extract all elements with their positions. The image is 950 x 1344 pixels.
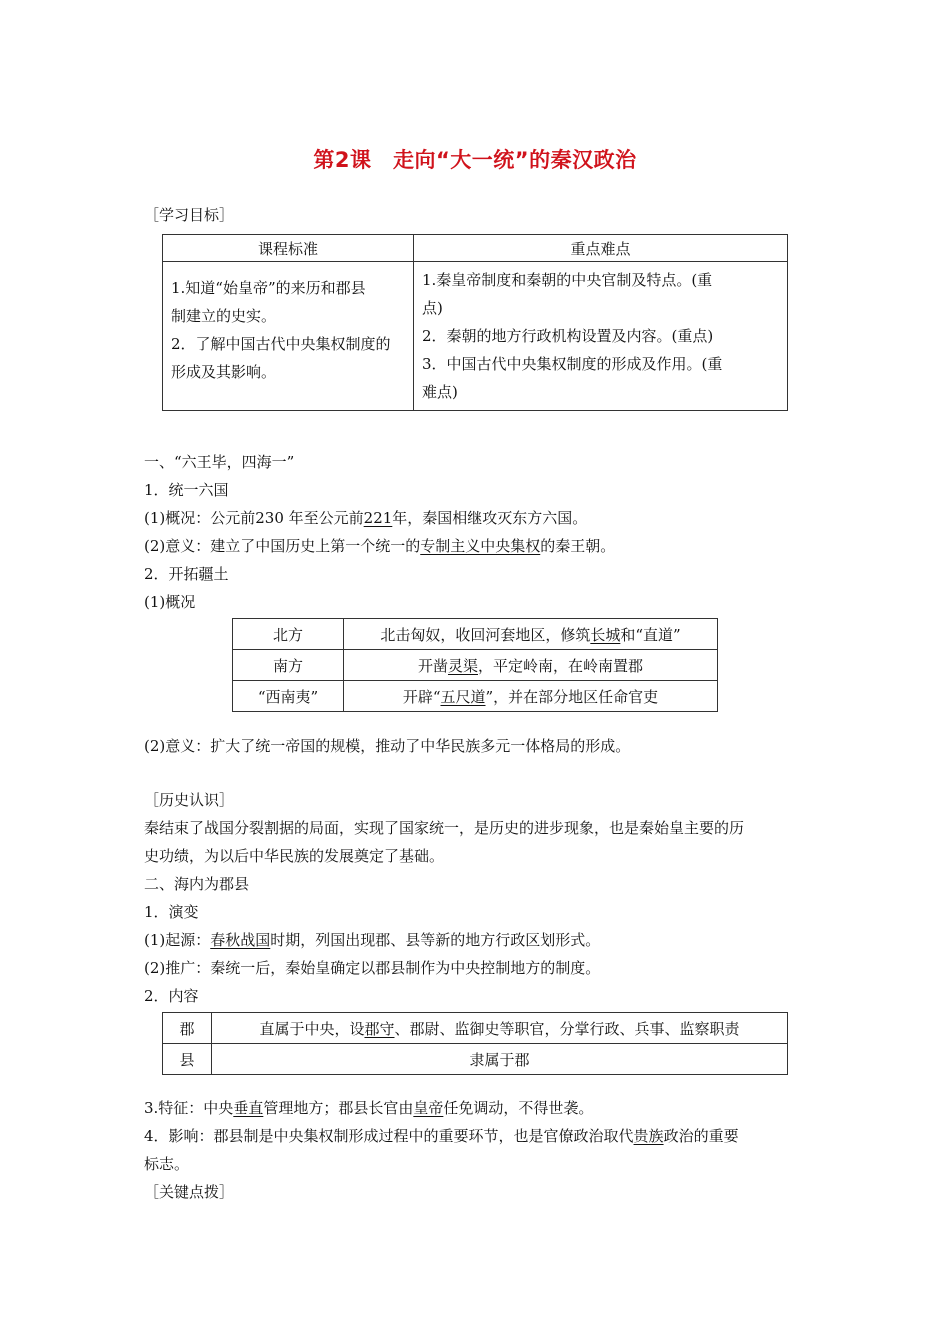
s2-p2: 2．内容	[144, 987, 199, 1005]
table-row: 南方 开凿灵渠，平定岭南，在岭南置郡	[233, 650, 718, 681]
page-title: 第2课 走向“大一统”的秦汉政治	[313, 148, 637, 172]
key-label: ［关键点拨］	[144, 1183, 235, 1201]
s1-p2b: (2)意义：扩大了统一帝国的规模，推动了中华民族多元一体格局的形成。	[144, 737, 631, 755]
s1-p1a: (1)概况：公元前230 年至公元前221年，秦国相继攻灭东方六国。	[144, 509, 588, 527]
section-1-heading: 一、“六王毕，四海一”	[144, 453, 295, 471]
s2-p4-cont: 标志。	[144, 1155, 190, 1173]
header-focus: 重点难点	[414, 235, 788, 262]
territory-table	[232, 618, 718, 712]
objectives-label: ［学习目标］	[144, 206, 235, 224]
table-row: 郡 直属于中央，设郡守、郡尉、监御史等职官，分掌行政、兵事、监察职责	[163, 1013, 788, 1044]
s1-p2: 2．开拓疆土	[144, 565, 229, 583]
s1-p1b: (2)意义：建立了中国历史上第一个统一的专制主义中央集权的秦王朝。	[144, 537, 616, 555]
objectives-table	[162, 234, 788, 411]
s2-p4: 4．影响：郡县制是中央集权制形成过程中的重要环节，也是官僚政治取代贵族政治的重要	[144, 1127, 739, 1145]
history-text-1: 秦结束了战国分裂割据的局面，实现了国家统一，是历史的进步现象，也是秦始皇主要的历	[144, 819, 745, 837]
s2-p1b: (2)推广：秦统一后，秦始皇确定以郡县制作为中央控制地方的制度。	[144, 959, 601, 977]
standards-cell: 1.知道“始皇帝”的来历和郡县 制建立的史实。 2．了解中国古代中央集权制度的 形成及其影响。	[163, 262, 414, 411]
table-row: 县 隶属于郡	[163, 1044, 788, 1075]
s2-p1: 1．演变	[144, 903, 199, 921]
s2-p3: 3.特征：中央垂直管理地方；郡县长官由皇帝任免调动，不得世袭。	[144, 1099, 594, 1117]
county-table	[162, 1012, 788, 1075]
history-label: ［历史认识］	[144, 791, 235, 809]
table-row: “西南夷” 开辟“五尺道”，并在部分地区任命官吏	[233, 681, 718, 712]
s1-p2a: (1)概况	[144, 593, 196, 611]
s2-p1a: (1)起源：春秋战国时期，列国出现郡、县等新的地方行政区划形式。	[144, 931, 601, 949]
s1-p1: 1．统一六国	[144, 481, 229, 499]
section-2-heading: 二、海内为郡县	[144, 875, 250, 893]
focus-cell: 1.秦皇帝制度和秦朝的中央官制及特点。(重 点) 2．秦朝的地方行政机构设置及内容。(重点) 3．中国古代中央集权制度的形成及作用。(重 难点)	[414, 262, 788, 411]
table-row: 北方 北击匈奴，收回河套地区，修筑长城和“直道”	[233, 619, 718, 650]
header-standards: 课程标准	[163, 235, 414, 262]
history-text-2: 史功绩，为以后中华民族的发展奠定了基础。	[144, 847, 445, 865]
